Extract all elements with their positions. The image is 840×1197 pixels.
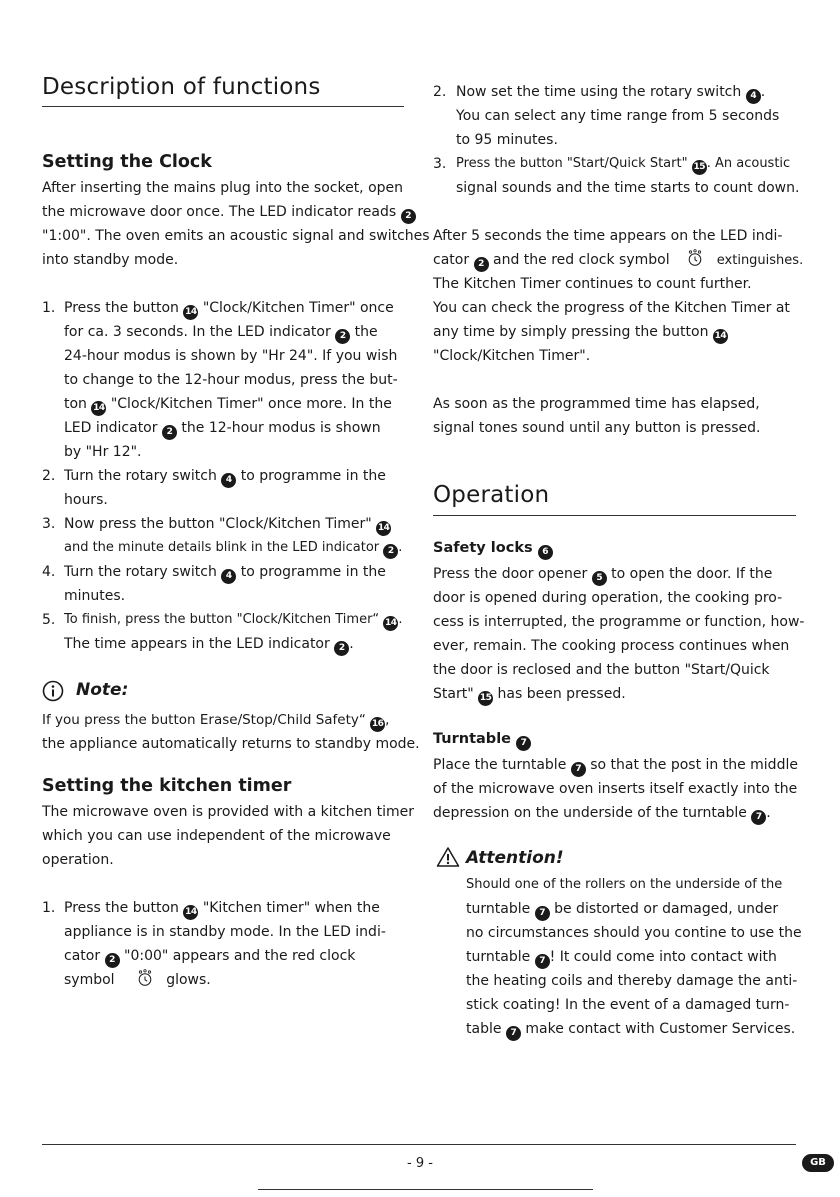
- badge-2: 2: [474, 257, 489, 272]
- text-line: signal sounds and the time starts to count down.: [456, 180, 800, 196]
- text-line: Turn the rotary switch 4 to programme in the: [64, 560, 386, 584]
- badge-7: 7: [571, 762, 586, 777]
- alarm-clock-icon: [137, 969, 153, 987]
- warning-icon: [436, 846, 460, 868]
- badge-15: 15: [478, 691, 493, 706]
- step-number: 1.: [42, 900, 56, 916]
- badge-14: 14: [183, 305, 198, 320]
- text-line: and the minute details blink in the LED indicator 2 .: [64, 536, 402, 560]
- badge-15: 15: [692, 160, 707, 175]
- heading-setting-clock: Setting the Clock: [42, 152, 212, 172]
- badge-7: 7: [535, 954, 550, 969]
- text-line: into standby mode.: [42, 252, 179, 268]
- badge-16: 16: [370, 717, 385, 732]
- text-line: Now press the button "Clock/Kitchen Timer" 14: [64, 512, 391, 536]
- text-line: appliance is in standby mode. In the LED indi-: [64, 924, 386, 940]
- text-line: stick coating! In the event of a damaged turn-: [466, 997, 790, 1013]
- text-line: cess is interrupted, the programme or function, how-: [433, 614, 805, 630]
- text-line: for ca. 3 seconds. In the LED indicator 2 the: [64, 320, 378, 344]
- text-line: Press the door opener 5 to open the door. If the: [433, 562, 772, 586]
- text-line: Press the button "Start/Quick Start" 15 . An acoustic: [456, 152, 790, 176]
- text-line: The time appears in the LED indicator 2 .: [64, 632, 354, 656]
- badge-7: 7: [535, 906, 550, 921]
- text-line: signal tones sound until any button is pressed.: [433, 420, 761, 436]
- text-line: Press the button 14 "Clock/Kitchen Timer" once: [64, 296, 394, 320]
- text-line: Should one of the rollers on the underside of the: [466, 877, 783, 892]
- step-number: 3.: [42, 516, 56, 532]
- text-line: 24-hour modus is shown by "Hr 24". If you wish: [64, 348, 398, 364]
- attention-title: Attention!: [466, 848, 564, 868]
- text-line: Place the turntable 7 so that the post in the middle: [433, 753, 798, 777]
- step-number: 2.: [42, 468, 56, 484]
- text-line: LED indicator 2 the 12-hour modus is shown: [64, 416, 381, 440]
- text-line: table 7 make contact with Customer Services.: [466, 1017, 795, 1041]
- text-line: Now set the time using the rotary switch 4 .: [456, 80, 765, 104]
- text-line: "1:00". The oven emits an acoustic signal and switches: [42, 228, 430, 244]
- badge-14: 14: [183, 905, 198, 920]
- text-line: turntable 7 be distorted or damaged, under: [466, 897, 778, 921]
- section-title-description: Description of functions: [42, 74, 321, 100]
- text-line: hours.: [64, 492, 108, 508]
- step-number: 3.: [433, 156, 447, 172]
- text-line: no circumstances should you contine to use the: [466, 925, 802, 941]
- badge-2: 2: [162, 425, 177, 440]
- text-line: turntable 7 ! It could come into contact with: [466, 945, 777, 969]
- page-number: - 9 -: [407, 1156, 433, 1171]
- section-title-operation: Operation: [433, 482, 550, 508]
- text-line: After 5 seconds the time appears on the LED indi-: [433, 228, 783, 244]
- text-line: Press the button 14 "Kitchen timer" when the: [64, 896, 380, 920]
- text-line: which you can use independent of the microwave: [42, 828, 391, 844]
- badge-14: 14: [383, 616, 398, 631]
- text-line: the door is reclosed and the button "Start/Quick: [433, 662, 770, 678]
- note-title: Note:: [76, 680, 129, 700]
- text-line: the heating coils and thereby damage the anti-: [466, 973, 798, 989]
- title-rule: [433, 515, 796, 516]
- badge-5: 5: [592, 571, 607, 586]
- badge-14: 14: [91, 401, 106, 416]
- text-line: minutes.: [64, 588, 126, 604]
- text-line: You can select any time range from 5 seconds: [456, 108, 780, 124]
- text-line: any time by simply pressing the button 14: [433, 320, 728, 344]
- text-line: the microwave door once. The LED indicator reads 2: [42, 200, 416, 224]
- heading-kitchen-timer: Setting the kitchen timer: [42, 776, 292, 796]
- text-line: As soon as the programmed time has elapsed,: [433, 396, 760, 412]
- text-line: cator 2 and the red clock symbol extinguishes.: [433, 248, 803, 273]
- step-number: 2.: [433, 84, 447, 100]
- text-line: depression on the underside of the turntable 7 .: [433, 801, 771, 825]
- badge-2: 2: [401, 209, 416, 224]
- text-line: "Clock/Kitchen Timer".: [433, 348, 591, 364]
- badge-7: 7: [516, 736, 531, 751]
- text-line: To finish, press the button "Clock/Kitchen Timer“ 14 .: [64, 608, 402, 632]
- badge-14: 14: [376, 521, 391, 536]
- text-line: If you press the button Erase/Stop/Child Safety“ 16 ,: [42, 708, 389, 732]
- info-icon: [42, 680, 64, 702]
- step-number: 4.: [42, 564, 56, 580]
- title-rule: [42, 106, 404, 107]
- badge-2: 2: [334, 641, 349, 656]
- text-line: the appliance automatically returns to standby mode.: [42, 736, 420, 752]
- badge-4: 4: [221, 569, 236, 584]
- heading-safety-locks: Safety locks 6: [433, 540, 553, 560]
- step-number: 5.: [42, 612, 56, 628]
- country-badge: GB: [802, 1154, 834, 1172]
- text-line: Turn the rotary switch 4 to programme in the: [64, 464, 386, 488]
- text-line: to change to the 12-hour modus, press the but-: [64, 372, 398, 388]
- text-line: You can check the progress of the Kitchen Timer at: [433, 300, 790, 316]
- alarm-clock-icon: [687, 249, 703, 267]
- text-line: ton 14 "Clock/Kitchen Timer" once more. In the: [64, 392, 392, 416]
- badge-2: 2: [105, 953, 120, 968]
- text-line: ever, remain. The cooking process continues when: [433, 638, 790, 654]
- text-line: symbol glows.: [64, 968, 211, 992]
- badge-4: 4: [746, 89, 761, 104]
- badge-7: 7: [506, 1026, 521, 1041]
- text-line: door is opened during operation, the cooking pro-: [433, 590, 783, 606]
- badge-7: 7: [751, 810, 766, 825]
- footer-rule: [42, 1144, 796, 1145]
- text-line: After inserting the mains plug into the socket, open: [42, 180, 404, 196]
- text-line: of the microwave oven inserts itself exactly into the: [433, 781, 798, 797]
- text-line: by "Hr 12".: [64, 444, 142, 460]
- badge-4: 4: [221, 473, 236, 488]
- text-line: cator 2 "0:00" appears and the red clock: [64, 944, 355, 968]
- bottom-rule: [258, 1189, 593, 1190]
- text-line: Start" 15 has been pressed.: [433, 682, 626, 706]
- text-line: to 95 minutes.: [456, 132, 558, 148]
- badge-2: 2: [383, 544, 398, 559]
- badge-6: 6: [538, 545, 553, 560]
- step-number: 1.: [42, 300, 56, 316]
- heading-turntable: Turntable 7: [433, 731, 531, 751]
- text-line: The Kitchen Timer continues to count further.: [433, 276, 752, 292]
- badge-2: 2: [335, 329, 350, 344]
- badge-14: 14: [713, 329, 728, 344]
- text-line: operation.: [42, 852, 114, 868]
- text-line: The microwave oven is provided with a kitchen timer: [42, 804, 414, 820]
